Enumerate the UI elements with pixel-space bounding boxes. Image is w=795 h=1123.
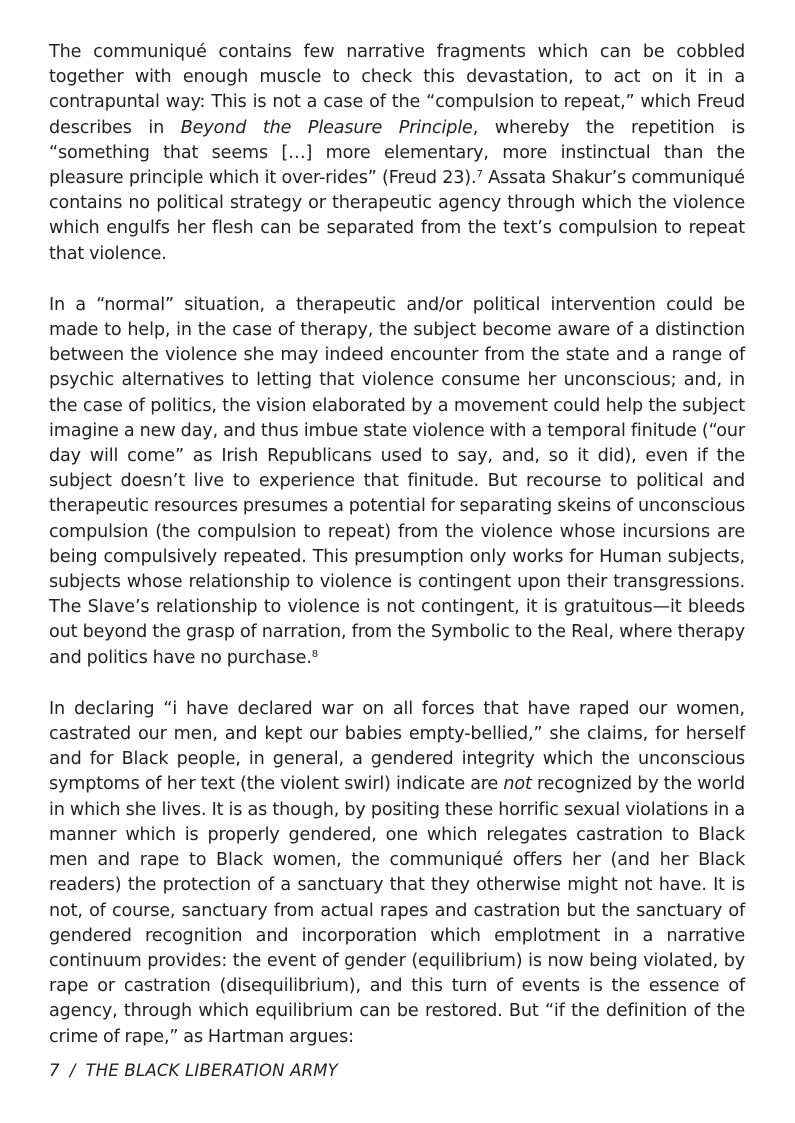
page-footer: [49, 1061, 338, 1080]
paragraph-1-text-b: , whereby the repetition is “something that seems […] more elementary, more instinctual than the pleasure principle which it over-rides” (Freud 23).: [49, 117, 746, 189]
paragraph-3: [49, 697, 745, 1050]
page-number: 7: [49, 1061, 60, 1080]
paragraph-1-text-c: Assata Shakur’s communiqué contains no political strategy or therapeutic agency through which the violence which engulfs her flesh can be separated from the text’s compulsion to repeat that violence.: [49, 168, 745, 264]
paragraph-2-text: In a “normal” situation, a therapeutic and/or political intervention could be made to help, in the case of therapy, the subject become aware of a distinction between the violence she may indeed encounter from the state and a range of psychic alternatives to letting that violence consume her unconscious; and, in the case of politics, the vision elaborated by a movement could help the subject imagine a new day, and thus imbue state violence with a temporal finitude (“our day will come” as Irish Republicans used to say, and, so it did), even if the subject doesn’t live to experience that finitude. But recourse to political and therapeutic resources presumes a potential for separating skeins of unconscious compulsion (the compulsion to repeat) from the violence whose incursions are being compulsively repeated. This presumption only works for Human subjects, subjects whose relationship to violence is contingent upon their transgressions. The Slave’s relationship to violence is not contingent, it is gratuitous—it bleeds out beyond the grasp of narration, from the Symbolic to the Real, where therapy and politics have no purchase.: [49, 294, 745, 668]
paragraph-1: [49, 40, 745, 267]
paragraph-2: [49, 293, 745, 671]
footnote-ref-7[interactable]: 7: [476, 169, 483, 181]
footnote-ref-8[interactable]: 8: [311, 648, 318, 660]
paragraph-3-text-a: In declaring “i have declared war on all forces that have raped our women, castrated our men, and kept our babies empty-bellied,” she claims, for herself and for Black people, in general, a gendered integrity which the unconscious symptoms of her text (the violent swirl) indicate are: [49, 698, 745, 795]
footer-separator: /: [69, 1061, 76, 1080]
book-title-beyond-pleasure-principle: Beyond the Pleasure Principle: [180, 117, 473, 138]
emphasis-not: not: [503, 774, 532, 795]
page-body: [49, 40, 745, 1076]
paragraph-1-text-a: The communiqué contains few narrative fragments which can be cobbled together with enough muscle to check this devastation, to act on it in a contrapuntal way: This is not a case of the “compulsion to repeat,” which Freud describes in: [49, 42, 745, 138]
running-title: THE BLACK LIBERATION ARMY: [85, 1061, 338, 1080]
paragraph-3-text-b: recognized by the world in which she lives. It is as though, by positing these horrific sexual violations in a manner which is properly gendered, one which relegates castration to Black men and rape to Black women, the communiqué offers her (and her Black readers) the protection of a sanctuary that they otherwise might not have. It is not, of course, sanctuary from actual rapes and castration but the sanctuary of gendered recognition and incorporation which emplotment in a narrative continuum provides: the event of gender (equilibrium) is now being violated, by rape or castration (disequilibrium), and this turn of events is the essence of agency, through which equilibrium can be restored. But “if the definition of the crime of rape,” as Hartman argues:: [49, 774, 745, 1047]
